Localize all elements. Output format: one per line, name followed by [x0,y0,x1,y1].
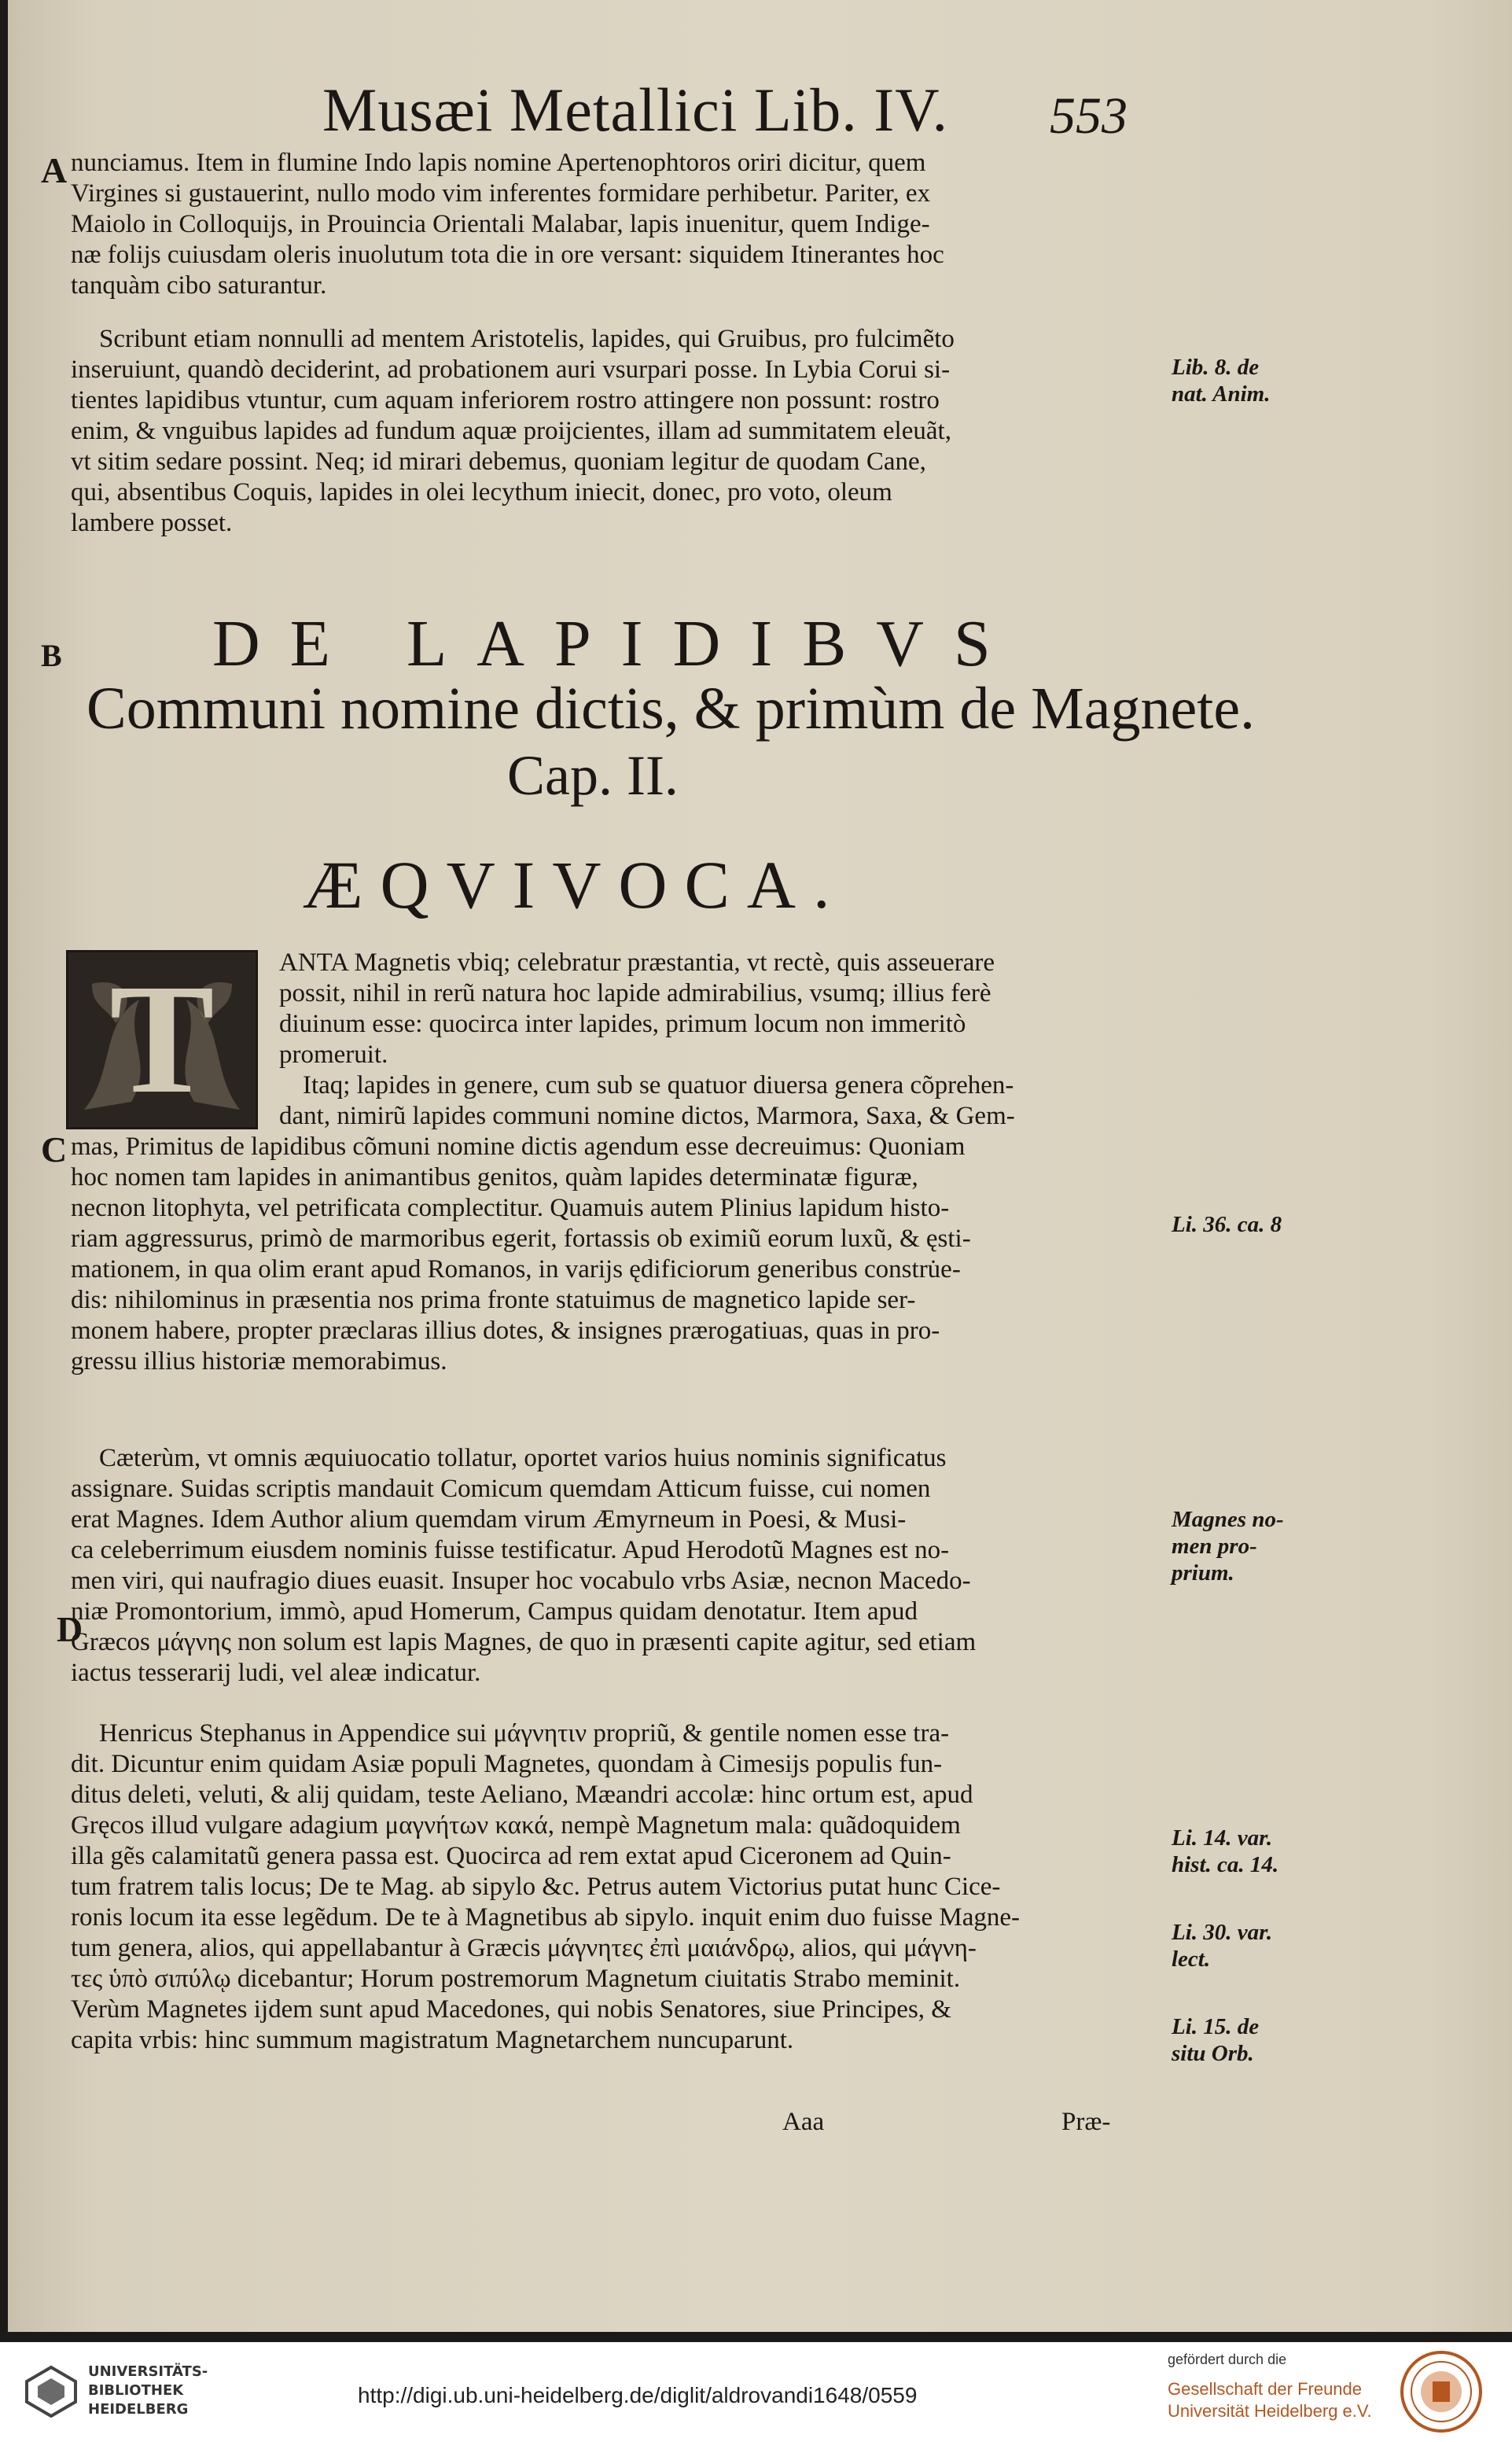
text-line: næ folijs cuiusdam oleris inuolutum tota die in ore versant: siquidem Itinerantes hoc [71,241,944,269]
text-line: Maiolo in Colloquijs, in Prouincia Orientali Malabar, lapis inuenitur, quem Indige- [71,210,930,238]
text-line: qui, absentibus Coquis, lapides in olei lecythum iniecit, donec, pro voto, oleum [71,478,892,506]
marginal-note-line: men pro- [1172,1534,1257,1559]
text-line: diuinum esse: quocirca inter lapides, primum locum non immeritò [279,1010,966,1038]
text-line: ronis locum ita esse legẽdum. De te à Magnetibus ab sipylo. inquit enim duo fuisse Magne- [71,1903,1021,1932]
library-name [88,2363,208,2419]
text-line: dis: nihilominus in præsentia nos prima fronte statuimus de magnetico lapide ser- [71,1286,916,1314]
catchword: Præ- [1061,2108,1111,2136]
text-line: iactus tesserarij ludi, vel aleæ indicatur. [71,1659,481,1687]
text-line: monem habere, propter præclaras illius dotes, & insignes prærogatiuas, quas in pro- [71,1317,940,1345]
text-line: lambere posset. [71,509,233,537]
text-line: possit, nihil in rerũ natura hoc lapide admirabilius, vsumq; illius ferè [279,979,991,1007]
paragraph-1 [71,148,1164,301]
text-line: ditus deleti, veluti, & alij quidam, teste Aeliano, Mæandri accolæ: hinc ortum est, apud [71,1781,973,1809]
text-line: tientes lapidibus vtuntur, cum aquam inferiorem rostro attingere non possunt: rostro [71,386,940,414]
marginal-note-line: Magnes no- [1172,1507,1284,1532]
text-line: ca celeberrimum eiusdem nominis fuisse testificatur. Apud Herodotũ Magnes est no- [71,1536,950,1564]
society-name [1168,2378,1372,2422]
library-name-line: HEIDELBERG [88,2401,189,2418]
text-line: dit. Dicuntur enim quidam Asiæ populi Magnetes, quondam à Cimesijs populis fun- [71,1750,943,1778]
text-line: Verùm Magnetes ijdem sunt apud Macedones, qui nobis Senatores, siue Principes, & [71,1995,951,2024]
text-line: promeruit. [279,1041,388,1069]
marginal-note-line: nat. Anim. [1172,381,1271,407]
text-line: Gręcos illud vulgare adagium μαγνήτων κακά, nempè Magnetum mala: quãdoquidem [71,1811,961,1840]
marginal-note [1172,1506,1284,1586]
permalink-url[interactable]: http://digi.ub.uni-heidelberg.de/diglit/aldrovandi1648/0559 [358,2383,918,2407]
text-line: Cæterùm, vt omnis æquiuocatio tollatur, oportet varios huius nominis significatus [99,1444,947,1472]
text-line: hoc nomen tam lapides in animantibus genitos, quàm lapides determinatæ figuræ, [71,1163,918,1192]
chapter-number: Cap. II. [507,744,679,807]
margin-letter-c: C [41,1129,68,1169]
funded-by-label: gefördert durch die [1168,2352,1287,2367]
marginal-note-line: Lib. 8. de [1172,355,1260,380]
margin-letter-d: D [57,1609,83,1649]
text-line: Virgines si gustauerint, nullo modo vim inferentes formidare perhibetur. Pariter, ex [71,179,931,208]
text-line: enim, & vnguibus lapides ad fundum aquæ proijcientes, illam ad summitatem eleuãt, [71,417,951,445]
text-line: inseruiunt, quandò deciderint, ad probationem auri vsurpari posse. In Lybia Corui si- [71,355,951,384]
marginal-note-line: hist. ca. 14. [1172,1852,1279,1877]
text-line: Itaq; lapides in genere, cum sub se quatuor diuersa genera cõprehen- [303,1071,1014,1099]
marginal-note-line: Li. 14. var. [1172,1825,1273,1851]
paragraph-3-opening [279,948,1164,1101]
text-line: necnon litophyta, vel petrificata complectitur. Quamuis autem Plinius lapidum histo- [71,1194,950,1222]
section-heading: ÆQVIVOCA. [303,847,848,923]
university-seal-icon [1398,2348,1484,2435]
text-line: ANTA Magnetis vbiq; celebratur præstantia, vt rectè, quis asseuerare [279,948,995,977]
initial-letter: T [109,952,215,1126]
marginal-note [1172,2013,1259,2067]
text-line: mas, Primitus de lapidibus cõmuni nomine dictis agendum esse decreuimus: Quoniam [71,1133,966,1161]
chapter-subheading: Communi nomine dictis, & primùm de Magnete. [86,676,1256,742]
marginal-note-line: Li. 36. ca. 8 [1172,1212,1282,1237]
signature-mark: Aaa [782,2108,825,2136]
marginal-note-line: prium. [1172,1560,1234,1586]
paragraph-3-continued [71,1101,1164,1377]
library-name-line: UNIVERSITÄTS- [88,2363,208,2380]
text-line: illa gẽs calamitatũ genera passa est. Quocirca ad rem extat apud Ciceronem ad Quin- [71,1842,951,1870]
society-name-line: Universität Heidelberg e.V. [1168,2401,1372,2421]
marginal-note [1172,354,1270,407]
book-page [8,0,1512,2332]
text-line: τες ὑπὸ σιπύλῳ dicebantur; Horum postremorum Magnetum ciuitatis Strabo meminit. [71,1965,961,1993]
marginal-note-line: Li. 30. var. [1172,1920,1273,1945]
chapter-heading: DE LAPIDIBVS [212,607,1021,680]
university-logo-icon [24,2364,79,2419]
text-line: mationem, in qua olim erant apud Romanos, in varijs ędificiorum generibus constru̇e- [71,1255,961,1284]
page-number: 553 [1050,87,1128,145]
paragraph-4 [71,1443,1164,1689]
marginal-note-line: Li. 15. de [1172,2014,1260,2039]
text-line: vt sitim sedare possint. Neq; id mirari debemus, quoniam legitur de quodam Cane, [71,448,926,476]
text-line: Græcos μάγνης non solum est lapis Magnes, de quo in præsenti capite agitur, sed etiam [71,1628,977,1656]
marginal-note-line: lect. [1172,1947,1211,1972]
marginal-note [1172,1825,1278,1878]
text-line: tum genera, alios, qui appellabantur à Græcis μάγνητες ἐπὶ μαιάνδρῳ, alios, qui μάγνη- [71,1934,977,1962]
text-line: gressu illius historiæ memorabimus. [71,1347,447,1376]
viewer-footer [0,2342,1512,2442]
society-name-line: Gesellschaft der Freunde [1168,2379,1363,2399]
text-line: dant, nimirũ lapides communi nomine dictos, Marmora, Saxa, & Gem- [279,1102,1015,1130]
text-line: men viri, qui naufragio diues euasit. Insuper hoc vocabulo vrbs Asiæ, necnon Macedo- [71,1567,971,1595]
text-line: nunciamus. Item in flumine Indo lapis nomine Apertenophtoros oriri dicitur, quem [71,149,926,177]
paragraph-5 [71,1718,1164,2056]
text-line: Scribunt etiam nonnulli ad mentem Aristotelis, lapides, qui Gruibus, pro fulcimẽto [99,325,955,353]
text-line: niæ Promontorium, immò, apud Homerum, Campus quidam denotatur. Item apud [71,1597,918,1626]
text-line: tanquàm cibo saturantur. [71,271,327,300]
text-line: capita vrbis: hinc summum magistratum Magnetarchem nuncuparunt. [71,2026,794,2054]
text-line: erat Magnes. Idem Author alium quemdam virum Æmyrneum in Poesi, & Musi- [71,1505,907,1534]
text-line: riam aggressurus, primò de marmoribus egerit, fortassis ob eximiũ eorum luxũ, & ęsti- [71,1225,971,1253]
marginal-note [1172,1919,1272,1972]
paragraph-2 [71,324,1164,539]
margin-letter-a: A [41,150,68,190]
text-line: tum fratrem talis locus; De te Mag. ab sipylo &c. Petrus autem Victorius putat hunc Cice- [71,1873,1001,1901]
running-head: Musæi Metallici Lib. IV. [322,76,949,144]
text-line: Henricus Stephanus in Appendice sui μάγνητιν propriũ, & gentile nomen esse tra- [99,1719,950,1748]
marginal-note [1172,1211,1282,1238]
text-line: assignare. Suidas scriptis mandauit Comicum quemdam Atticum fuisse, cui nomen [71,1475,931,1503]
library-name-line: BIBLIOTHEK [88,2382,184,2399]
margin-letter-b: B [41,638,62,673]
marginal-note-line: situ Orb. [1172,2041,1254,2066]
